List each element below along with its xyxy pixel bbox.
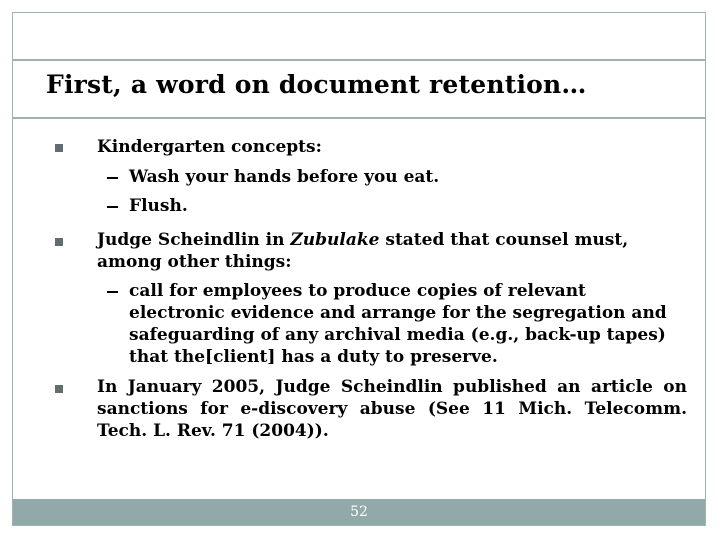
subitem-text: call for employees to produce copies of relevant electronic evidence and arrange for the segregation and safeguarding of any archival media (e.g., back-up tapes) that the[client] has a duty to preserve. — [129, 281, 667, 367]
dash-icon — [107, 206, 118, 208]
dash-icon — [107, 291, 118, 293]
bullet-text: Kindergarten concepts: — [97, 137, 322, 157]
title-area — [13, 59, 705, 119]
bullet-icon — [55, 238, 63, 246]
footer-bar — [13, 499, 705, 525]
bullet-icon — [55, 385, 63, 393]
slide — [12, 12, 706, 526]
bullet-text — [97, 229, 687, 273]
title-rule-bottom — [13, 117, 705, 119]
case-name: Zubulake — [290, 230, 380, 250]
bullet-text-part: Judge Scheindlin in — [97, 230, 291, 250]
page-number: 52 — [350, 504, 368, 520]
slide-title: First, a word on document retention… — [46, 70, 587, 99]
subitem-text: Wash your hands before you eat. — [129, 167, 440, 187]
bullet-text-part: stated that counsel must, among other things: — [97, 230, 629, 272]
bullet-text: In January 2005, Judge Scheindlin published an article on sanctions for e-discovery abuse (See 11 Mich. Telecomm. Tech. L. Rev. 71 (2004)). — [97, 377, 687, 441]
dash-icon — [107, 177, 118, 179]
bullet-icon — [55, 144, 63, 152]
title-rule-top — [13, 59, 705, 61]
subitem-text: Flush. — [129, 196, 188, 216]
